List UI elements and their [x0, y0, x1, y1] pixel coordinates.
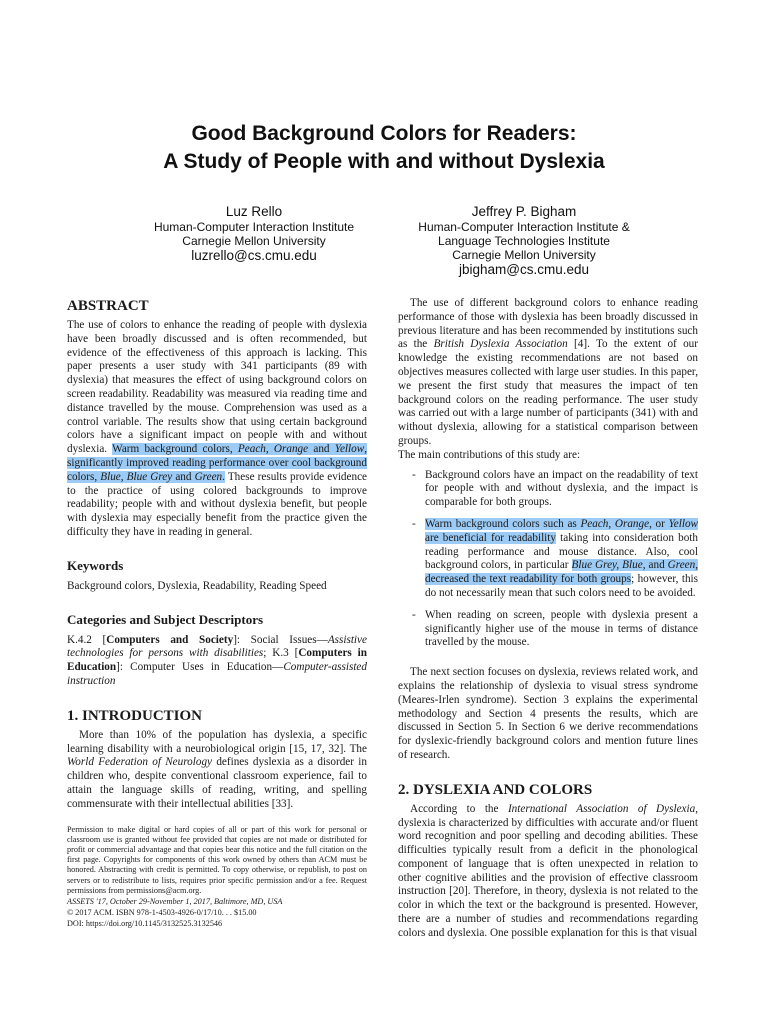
bullet-dash: - — [412, 468, 416, 481]
list-item — [398, 609, 698, 650]
conference-line: ASSETS '17, October 29-November 1, 2017, Baltimore, MD, USA — [67, 896, 283, 906]
author-affiliation: Carnegie Mellon University — [452, 248, 596, 262]
hl-italic: Peach, Orange — [237, 443, 309, 456]
bullet-dash: - — [412, 608, 416, 621]
intro-paragraph — [67, 729, 367, 812]
cat-text: ; K.3 [ — [263, 647, 299, 660]
hl-text: Warm background colors such as — [425, 517, 581, 530]
sec2-text: According to the — [410, 802, 508, 815]
author-name: Luz Rello — [225, 204, 283, 219]
abstract-part: The use of colors to enhance the reading of people with dyslexia have been broadly discussed and is often recommended, but evidence of the effectiveness of this approach is lacking. This paper presents a user study with 341 participants (89 with dyslexia) that measures the effect of using background colors on screen readability. Readability was measured via reading time and distance travelled by the mouse. Comprehension was used as a control variable. The results show that using certain background colors have a significant impact on people with and without dyslexia. — [67, 319, 367, 456]
permission-notice: Permission to make digital or hard copies of all or part of this work for personal or classroom use is granted without fee provided that copies are not made or distributed for profit or commercial advantage and that copies bear this notice and the full citation on the first page. Copyrights for components of this work owned by others than ACM must be honored. Abstracting with credit is permitted. To copy otherwise, or republish, to post on servers or to redistribute to lists, requires prior specific permission and/or a fee. Request permissions from permissions@acm.org. — [67, 824, 367, 895]
paper-title — [0, 120, 768, 176]
intro-text: defines dyslexia as a disorder in children who, despite conventional classroom experience, fail to attain the language skills of reading, writing, and spelling commensurate with their intellectual abilities [33]. — [67, 756, 367, 810]
abstract-part: These results provide evidence to the practice of using colored backgrounds to improve readability; people with and without dyslexia benefit, but people with dyslexia may especially benefit from the practice given the difficulty they have in reading in general. — [67, 470, 368, 538]
hl-text: Warm background colors, — [112, 443, 238, 456]
publication-meta — [67, 896, 367, 929]
list-item — [398, 469, 698, 510]
categories-heading: Categories and Subject Descriptors — [67, 611, 264, 627]
title-line-1: Good Background Colors for Readers: — [191, 122, 577, 145]
author-email[interactable]: luzrello@cs.cmu.edu — [191, 248, 317, 263]
abstract-heading: ABSTRACT — [67, 298, 149, 314]
intro-text: More than 10% of the population has dyslexia, a specific learning disability with a neurobiological origin [15, 17, 32]. The — [67, 728, 367, 755]
hl-italic: Blue Grey, Blue, — [571, 559, 646, 572]
sec2-text: , dyslexia is characterized by difficulties with accurate and/or fluent word recognition and poor spelling and decoding abilities. These difficulties typically result from a deficit in the phonological component of language that is often unexpected in relation to other cognitive abilities and the provision of effective classroom instruction [20]. Therefore, in theory, dyslexia is not related to the color in which the text or the background is presented. However, there are a number of studies and recommendations regarding colors and dyslexia. One possible explanation for this is that visual — [398, 802, 698, 939]
hl-text: and — [645, 559, 668, 572]
keywords-text: Background colors, Dyslexia, Readability, Reading Speed — [67, 579, 327, 592]
copyright-line: © 2017 ACM. ISBN 978-1-4503-4926-0/17/10. . . $15.00 — [67, 907, 257, 917]
bullet-dash: - — [412, 517, 416, 530]
author-affiliation: Human-Computer Interaction Institute & — [418, 220, 630, 234]
cat-italic: Computer-assisted instruction — [67, 661, 367, 687]
author-affiliation: Carnegie Mellon University — [182, 234, 326, 248]
author-block-rello — [125, 203, 383, 264]
contributions-intro: The main contributions of this study are: — [398, 448, 581, 461]
hl-text: , — [608, 517, 615, 530]
intro-continued-paragraph — [398, 297, 698, 449]
hl-text: . — [222, 470, 225, 483]
hl-italic: Green — [194, 470, 223, 483]
author-block-bigham — [395, 203, 653, 278]
hl-text: and — [172, 470, 195, 483]
contributions-list — [398, 469, 698, 651]
right-text: [4]. To the extent of our knowledge the existing recommendations are not based on objectives measures collected with large user studies. In this paper, we present the first study that measures the impact of ten background colors on the reading performance. The user study was carried out with a large number of participants (341) with and without dyslexia, allowing for a statistical comparison between groups. — [398, 338, 698, 447]
hl-italic: Yellow — [668, 517, 698, 530]
keywords-heading: Keywords — [67, 557, 124, 573]
hl-italic: Yellow — [334, 443, 365, 456]
outline-paragraph: The next section focuses on dyslexia, reviews related work, and explains the relationship of dyslexia to visual stress syndrome (Meares-Irlen syndrome). Section 3 explains the experimental methodology and Section 4 presents the results, which are discussed in Section 5. In Section 6 we derive recommendations for dyslexic-friendly background colors and mention future lines of research. — [398, 666, 698, 761]
left-column — [67, 297, 367, 929]
hl-text: are beneficial for readability — [425, 531, 556, 544]
abstract-text — [67, 319, 367, 540]
right-column — [398, 297, 698, 941]
section-2-paragraph — [398, 803, 698, 941]
bullet-text: ; however, this do not necessarily mean that such colors need to be avoided. — [425, 573, 699, 599]
cat-text: ]: Social Issues— — [233, 633, 328, 646]
intro-heading: 1. INTRODUCTION — [67, 707, 203, 724]
list-item — [398, 518, 698, 601]
doi-line[interactable]: DOI: https://doi.org/10.1145/3132525.3132546 — [67, 918, 223, 928]
author-name: Jeffrey P. Bigham — [471, 204, 577, 219]
hl-text: and — [308, 443, 335, 456]
author-affiliation: Human-Computer Interaction Institute — [153, 220, 355, 234]
title-line-2: A Study of People with and without Dyslexia — [163, 150, 605, 173]
cat-bold: Computers in Education — [67, 647, 367, 674]
right-italic: British Dyslexia Association — [433, 338, 568, 351]
hl-text: , or — [649, 517, 669, 530]
hl-italic: Blue, Blue Grey — [100, 470, 173, 483]
categories-text — [67, 634, 367, 689]
section-2-heading: 2. DYSLEXIA AND COLORS — [398, 781, 593, 798]
hl-italic: Orange — [614, 517, 650, 530]
hl-text: , significantly improved reading performance over cool background colors, — [67, 443, 367, 483]
hl-italic: Green — [667, 559, 696, 572]
sec2-italic: International Association of Dyslexia — [507, 802, 696, 815]
hl-text: , decreased the text readability for both groups — [425, 559, 699, 586]
bullet-text: When reading on screen, people with dyslexia present a significantly higher use of the mouse in terms of distance travelled by the mouse. — [425, 608, 698, 649]
hl-italic: Peach — [580, 517, 609, 530]
cat-text: ]: Computer Uses in Education— — [116, 661, 284, 674]
cat-text: K.4.2 [ — [67, 633, 107, 646]
right-text: The use of different background colors to enhance reading performance of those with dyslexia has been broadly discussed in previous literature and has been recommended by institutions such as the — [398, 297, 698, 351]
bullet-text: Background colors have an impact on the readability of text for people with and without dyslexia, and the impact is comparable for both groups. — [425, 468, 698, 509]
author-email[interactable]: jbigham@cs.cmu.edu — [458, 262, 589, 277]
bullet-text: taking into consideration both reading performance and mouse distance. Also, cool background colors, in particular — [425, 531, 698, 572]
cat-italic: Assistive technologies for persons with disabilities — [67, 633, 367, 660]
intro-italic: World Federation of Neurology — [67, 756, 213, 769]
cat-bold: Computers and Society — [106, 633, 234, 646]
author-affiliation: Language Technologies Institute — [438, 234, 610, 248]
